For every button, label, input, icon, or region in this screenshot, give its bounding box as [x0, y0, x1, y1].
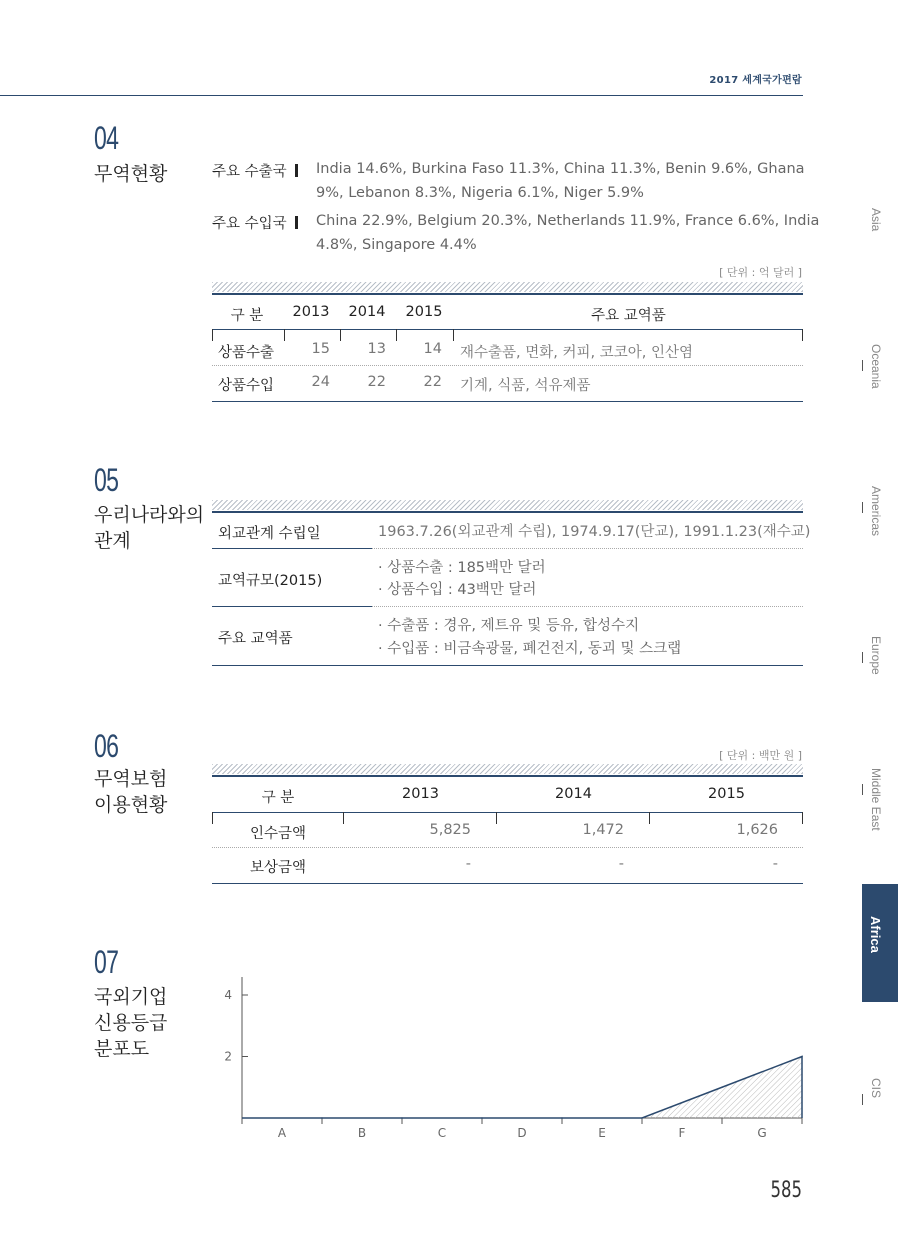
sidebar-marker — [862, 652, 863, 663]
cell-2015: - — [772, 856, 778, 872]
cell-2015: 14 — [423, 341, 442, 357]
section-number-05: 05 — [94, 462, 119, 498]
section-number-06: 06 — [94, 728, 119, 764]
x-tick-label: E — [598, 1126, 606, 1140]
section-title-05-line1: 우리나라와의 — [94, 504, 205, 526]
section-title-06-line1: 무역보험 — [94, 768, 168, 790]
cell-2014: 1,472 — [582, 822, 624, 838]
row-value-line1: · 상품수출 : 185백만 달러 — [378, 560, 546, 576]
row-label: 상품수출 — [218, 345, 275, 361]
table-header: 2015 — [405, 304, 443, 320]
row-label: 보상금액 — [249, 860, 307, 876]
cell-2013: 5,825 — [429, 822, 471, 838]
x-tick-label: F — [678, 1126, 686, 1140]
section-title-06-line2: 이용현황 — [94, 794, 168, 816]
cell-2013: - — [465, 856, 471, 872]
data-point — [801, 1056, 803, 1058]
sidebar-marker — [862, 1094, 863, 1105]
table-header: 2014 — [348, 304, 386, 320]
sidebar-marker — [862, 360, 863, 371]
section-title-05-line2: 관계 — [94, 530, 131, 552]
sidebar-item-americas[interactable]: Americas — [869, 486, 883, 537]
section-title-04: 무역현황 — [94, 163, 168, 185]
unit-label-04: [ 단위 : 억 달러 ] — [719, 266, 802, 279]
cell-2015: 1,626 — [736, 822, 778, 838]
section-number-07: 07 — [94, 944, 119, 980]
x-tick-label: A — [277, 1126, 287, 1140]
data-point — [641, 1117, 643, 1119]
export-countries-line1: India 14.6%, Burkina Faso 11.3%, China 11.3%, Benin 9.6%, Ghana — [316, 161, 805, 177]
data-point — [401, 1117, 403, 1119]
sidebar-item-middle-east[interactable]: Middle East — [869, 768, 883, 831]
row-label: 교역규모(2015) — [218, 573, 323, 589]
header-rule — [0, 95, 803, 96]
export-countries-label: 주요 수출국 — [212, 160, 298, 181]
data-point — [561, 1117, 563, 1119]
unit-label-06: [ 단위 : 백만 원 ] — [719, 749, 802, 762]
import-countries-line1: China 22.9%, Belgium 20.3%, Netherlands 11.9%, France 6.6%, India — [316, 213, 820, 229]
table-header: 구 분 — [230, 308, 264, 324]
cell-2015: 22 — [423, 374, 442, 390]
cell-items: 재수출품, 면화, 커피, 코코아, 인산염 — [460, 345, 693, 361]
import-countries-line2: 4.8%, Singapore 4.4% — [316, 237, 477, 253]
data-point — [321, 1117, 323, 1119]
section-title-07-line2: 신용등급 — [94, 1012, 168, 1034]
area-fill — [242, 1057, 802, 1119]
table-header: 2014 — [555, 786, 592, 802]
credit-rating-chart — [210, 975, 810, 1150]
x-tick-label: C — [437, 1126, 447, 1140]
page-number: 585 — [770, 1178, 802, 1203]
y-tick-label: 4 — [224, 988, 232, 1002]
sidebar-item-africa[interactable]: Africa — [868, 916, 883, 953]
cell-items: 기계, 식품, 석유제품 — [460, 378, 591, 394]
row-value-line2: · 상품수입 : 43백만 달러 — [378, 582, 537, 598]
section-title-07-line3: 분포도 — [94, 1038, 150, 1060]
data-point — [721, 1086, 723, 1088]
row-label: 상품수입 — [218, 378, 275, 394]
x-tick-label: G — [757, 1126, 767, 1140]
import-countries-label: 주요 수입국 — [212, 212, 298, 233]
sidebar-marker — [862, 502, 863, 513]
table-header: 2013 — [292, 304, 330, 320]
cell-2013: 15 — [311, 341, 330, 357]
sidebar-item-cis[interactable]: CIS — [869, 1078, 883, 1099]
running-header: 2017 세계국가편람 — [709, 75, 802, 86]
section-number-04: 04 — [94, 120, 119, 156]
export-countries-line2: 9%, Lebanon 8.3%, Nigeria 6.1%, Niger 5.9% — [316, 185, 644, 201]
sidebar-item-europe[interactable]: Europe — [869, 636, 883, 675]
row-label: 주요 교역품 — [218, 631, 293, 647]
table-header: 2015 — [708, 786, 745, 802]
cell-2014: - — [618, 856, 624, 872]
row-label: 인수금액 — [249, 826, 307, 842]
data-point — [481, 1117, 483, 1119]
row-value-line1: · 수출품 : 경유, 제트유 및 등유, 합성수지 — [378, 618, 640, 634]
x-tick-label: B — [357, 1126, 367, 1140]
table-header: 2013 — [402, 786, 439, 802]
y-tick-label: 2 — [224, 1049, 232, 1064]
cell-2013: 24 — [311, 374, 330, 390]
cell-2014: 13 — [367, 341, 386, 357]
cell-2014: 22 — [367, 374, 386, 390]
row-label: 외교관계 수립일 — [218, 526, 321, 542]
section-title-07-line1: 국외기업 — [94, 986, 168, 1008]
table-header: 구 분 — [261, 790, 295, 806]
table-header: 주요 교역품 — [591, 308, 666, 324]
row-value: 1963.7.26(외교관계 수립), 1974.9.17(단교), 1991.1.23(재수교) — [378, 524, 811, 540]
x-tick-label: D — [517, 1126, 527, 1140]
sidebar-item-oceania[interactable]: Oceania — [869, 344, 883, 389]
sidebar-marker — [862, 784, 863, 795]
row-value-line2: · 수입품 : 비금속광물, 폐건전지, 동괴 및 스크랩 — [378, 641, 682, 657]
sidebar-item-asia[interactable]: Asia — [869, 208, 883, 232]
